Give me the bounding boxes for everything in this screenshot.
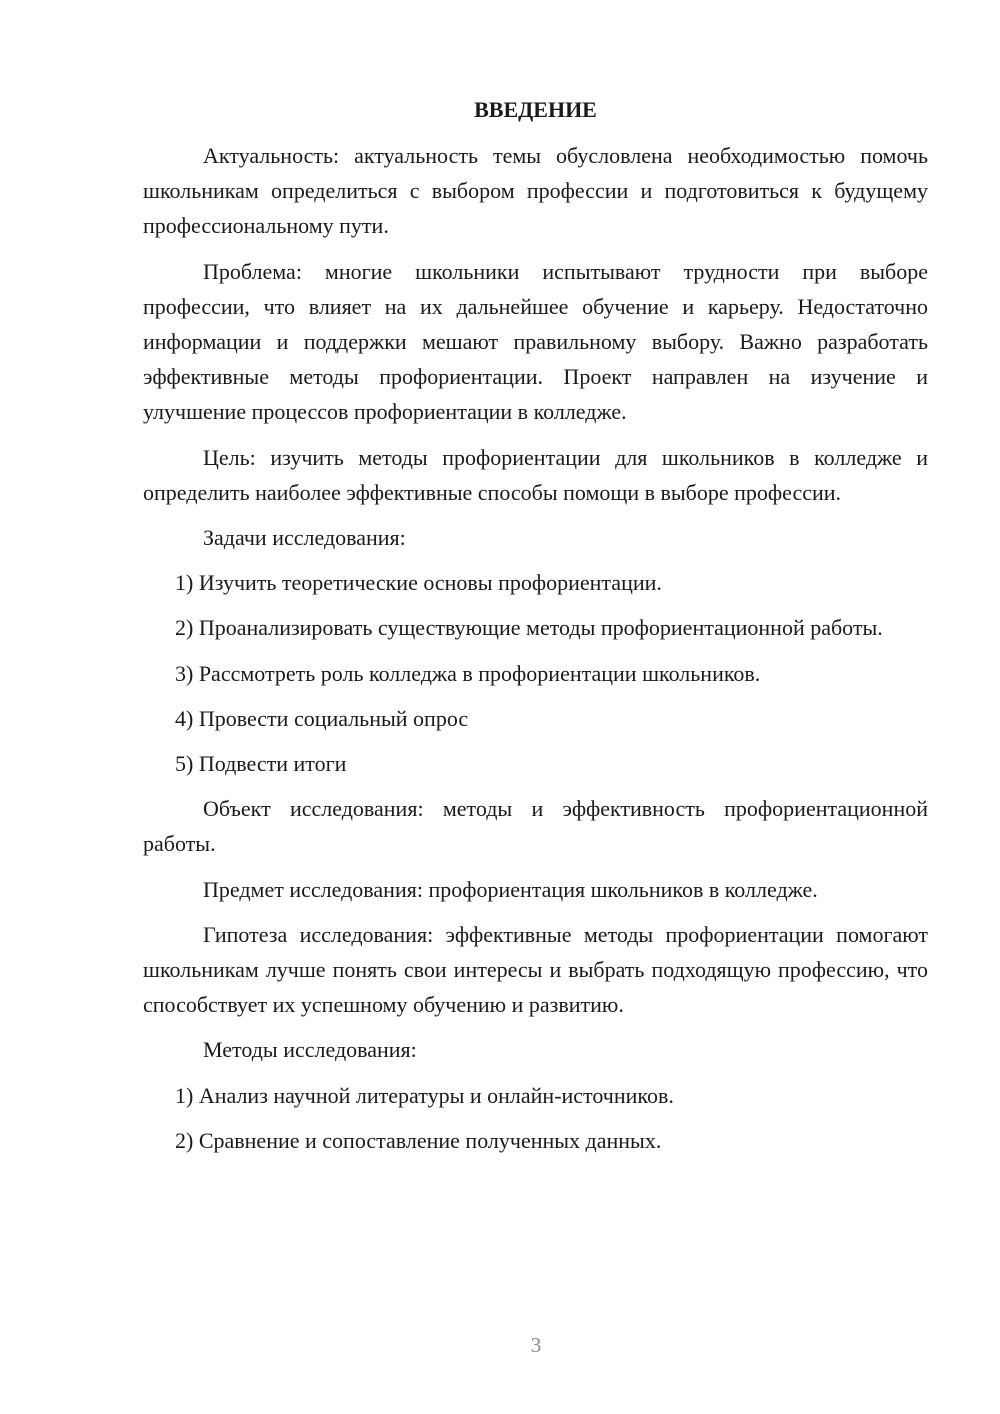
task-item-5: 5) Подвести итоги — [175, 751, 347, 777]
relevance-paragraph: Актуальность: актуальность темы обусловлена необходимостью помочь школьникам определиться с выбором профессии и подготовиться к будущему профессиональному пути. — [143, 143, 928, 239]
page-number: 3 — [530, 1333, 542, 1357]
object-paragraph: Объект исследования: методы и эффективность профориентационной работы. — [143, 796, 928, 857]
task-item-1: 1) Изучить теоретические основы профориентации. — [175, 570, 662, 596]
task-item-3: 3) Рассмотреть роль колледжа в профориентации школьников. — [175, 660, 761, 686]
page-content — [143, 95, 928, 1168]
task-item-2: 2) Проанализировать существующие методы профориентационной работы. — [175, 615, 883, 641]
hypothesis-paragraph: Гипотеза исследования: эффективные методы профориентации помогают школьникам лучше понять свои интересы и выбрать подходящую профессию, что способствует их успешному обучению и развитию. — [143, 921, 928, 1018]
subject-paragraph: Предмет исследования: профориентация школьников в колледже. — [203, 876, 818, 902]
methods-heading: Методы исследования: — [203, 1037, 417, 1063]
page-title: ВВЕДЕНИЕ — [474, 97, 597, 122]
problem-paragraph: Проблема: многие школьники испытывают трудности при выборе профессии, что влияет на их дальнейшее обучение и карьеру. Недостаточно информации и поддержки мешают правильному выбору. Важно разработать эффективные методы профориентации. Проект направлен на изучение и улучшение процессов профориентации в колледже. — [143, 258, 928, 425]
goal-paragraph: Цель: изучить методы профориентации для школьников в колледже и определить наиболее эффективные способы помощи в выборе профессии. — [143, 444, 928, 505]
method-item-2: 2) Сравнение и сопоставление полученных данных. — [175, 1127, 662, 1153]
task-item-4: 4) Провести социальный опрос — [175, 705, 469, 731]
tasks-heading: Задачи исследования: — [203, 525, 406, 551]
method-item-1: 1) Анализ научной литературы и онлайн-источников. — [175, 1082, 674, 1108]
